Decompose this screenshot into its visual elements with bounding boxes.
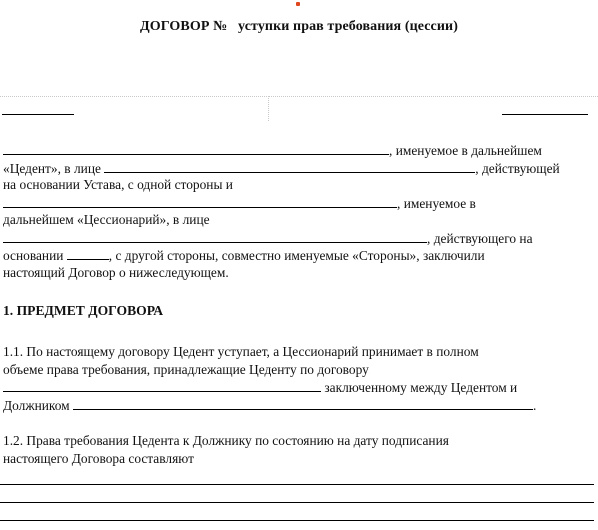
intro-line5: дальнейшем «Цессионарий», в лице <box>3 212 210 227</box>
clause-1-2-line2: настоящего Договора составляют <box>3 450 194 466</box>
intro-line2-end: , действующей <box>475 160 560 176</box>
place-date-table <box>0 96 598 120</box>
intro-line4-end: , именуемое в <box>397 195 476 211</box>
clause-1-1-line1: 1.1. По настоящему договору Цедент уступает, а Цессионарий принимает в полном <box>3 344 479 359</box>
clause-1-1-line4-end: . <box>533 397 537 413</box>
intro-line7-start: основании <box>3 248 64 263</box>
amount-blank-line-1[interactable] <box>0 484 594 485</box>
section-heading: 1. ПРЕДМЕТ ДОГОВОРА <box>3 303 164 318</box>
clause-1-1-line2: объеме права требования, принадлежащие Цеденту по договору <box>3 361 369 377</box>
clause-1-2 <box>3 432 597 467</box>
intro-line1-text: , именуемое в дальнейшем <box>389 143 542 158</box>
cessionary-name-blank[interactable] <box>3 194 397 208</box>
cedent-rep-blank[interactable] <box>104 159 475 173</box>
amount-blank-line-3[interactable] <box>0 520 594 521</box>
debtor-name-blank[interactable] <box>73 396 533 410</box>
clause-1-2-line1: 1.2. Права требования Цедента к Должнику по состоянию на дату подписания <box>3 433 449 448</box>
cessionary-rep-blank[interactable] <box>3 229 427 243</box>
basis-blank[interactable] <box>67 246 109 260</box>
clause-1-1-line3-end: заключенному между Цедентом и <box>321 380 518 395</box>
amount-blank-line-2[interactable] <box>0 502 594 503</box>
contract-details-blank[interactable] <box>3 378 321 392</box>
place-cell <box>0 96 269 121</box>
document-title: ДОГОВОР № уступки прав требования (цессии) <box>140 19 458 34</box>
intro-line2-start: «Цедент», в лице <box>3 160 101 176</box>
red-marker-icon <box>296 2 300 6</box>
intro-line6-end: , действующего на <box>427 230 533 246</box>
clause-1-1 <box>3 343 597 413</box>
date-cell <box>269 96 598 121</box>
intro-line8: настоящий Договор о нижеследующем. <box>3 264 229 280</box>
cedent-name-blank[interactable] <box>3 141 389 155</box>
parties-paragraph <box>3 141 597 281</box>
intro-line7-end: , с другой стороны, совместно именуемые «Стороны», заключили <box>108 248 485 263</box>
intro-line3: на основании Устава, с одной стороны и <box>3 177 233 192</box>
place-blank[interactable] <box>2 114 74 115</box>
date-blank[interactable] <box>502 114 588 115</box>
clause-1-1-line4-start: Должником <box>3 397 70 413</box>
